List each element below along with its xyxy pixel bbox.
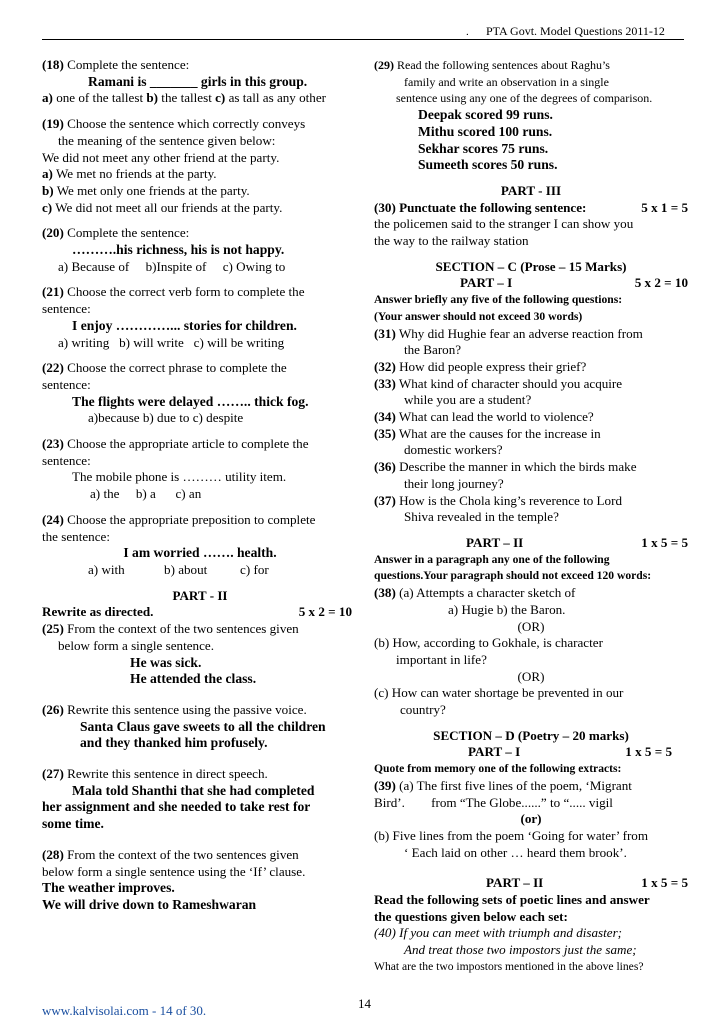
question-40 bbox=[374, 925, 688, 975]
header-dot: . bbox=[466, 26, 469, 38]
q-num: (32) bbox=[374, 358, 396, 374]
question-28 bbox=[42, 847, 358, 914]
q-line: the way to the railway station bbox=[374, 233, 529, 249]
question-34 bbox=[374, 409, 688, 426]
part-title: PART - II bbox=[172, 587, 228, 603]
q-text: (a) The first five lines of the poem, ‘Migrant bbox=[395, 777, 632, 793]
q-text: Rewrite this sentence in direct speech. bbox=[63, 766, 268, 782]
section-c-heading bbox=[374, 259, 688, 326]
question-32 bbox=[374, 359, 688, 376]
q-text: their long journey? bbox=[404, 475, 504, 491]
q-options bbox=[42, 335, 358, 352]
q-options bbox=[42, 90, 358, 107]
question-18 bbox=[42, 57, 358, 107]
section-title: SECTION – C (Prose – 15 Marks) bbox=[435, 258, 627, 274]
q-text: Describe the manner in which the birds make bbox=[395, 459, 637, 475]
q-text: Complete the sentence: bbox=[63, 225, 190, 241]
q-options bbox=[42, 562, 358, 579]
q-options: a)because b) due to c) despite bbox=[88, 410, 244, 426]
instruction: Read the following sets of poetic lines and answer bbox=[374, 892, 650, 908]
q-text: Choose the correct verb form to complete the bbox=[63, 284, 305, 300]
q-num: (39) bbox=[374, 777, 396, 793]
part-marks: 5 x 2 = 10 bbox=[634, 275, 688, 291]
part-title: PART – II bbox=[466, 534, 524, 550]
opt-text: as tall as any other bbox=[225, 90, 327, 106]
q-line: Santa Claus gave sweets to all the children bbox=[80, 718, 326, 734]
opt-label: b) bbox=[42, 182, 54, 198]
left-column bbox=[42, 57, 358, 914]
question-35 bbox=[374, 426, 688, 459]
opt-text: c) will be writing bbox=[193, 334, 285, 350]
opt-text: a) with bbox=[88, 561, 125, 577]
q-text: sentence: bbox=[42, 301, 91, 317]
q-line: If you can meet with triumph and disaster; bbox=[395, 925, 623, 941]
q-line: He was sick. bbox=[130, 654, 202, 670]
q-text: How did people express their grief? bbox=[395, 358, 587, 374]
part-marks: 1 x 5 = 5 bbox=[641, 875, 688, 891]
or-label: (OR) bbox=[517, 668, 545, 684]
part-marks: 1 x 5 = 5 bbox=[625, 744, 672, 760]
q-line: And treat those two impostors just the same; bbox=[404, 942, 637, 958]
opt-text: We met only one friends at the party. bbox=[53, 182, 250, 198]
q-text: (b) How, according to Gokhale, is character bbox=[374, 635, 603, 651]
q-text: What are the causes for the increase in bbox=[395, 425, 601, 441]
q-line: Mala told Shanthi that she had completed bbox=[72, 782, 315, 798]
q-text: below form a single sentence. bbox=[58, 637, 214, 653]
q-num: (21) bbox=[42, 284, 64, 300]
opt-label: b) bbox=[146, 90, 159, 106]
question-21 bbox=[42, 284, 358, 351]
question-36 bbox=[374, 459, 688, 492]
q-num: (28) bbox=[42, 846, 64, 862]
question-38 bbox=[374, 585, 688, 719]
instruction: Answer in a paragraph any one of the following bbox=[374, 552, 610, 566]
right-column bbox=[374, 57, 688, 976]
q-num: (33) bbox=[374, 375, 396, 391]
q-num: (23) bbox=[42, 436, 64, 452]
question-31 bbox=[374, 326, 688, 359]
opt-text: a) the bbox=[90, 486, 120, 502]
q-line: ……….his richness, his is not happy. bbox=[72, 242, 285, 258]
section-title: SECTION – D (Poetry – 20 marks) bbox=[433, 727, 629, 743]
part-2-c-heading bbox=[374, 535, 688, 585]
part-marks: 5 x 2 = 10 bbox=[298, 604, 352, 620]
opt-text: We did not meet all our friends at the party. bbox=[52, 199, 283, 215]
instruction: questions.Your paragraph should not exceed 120 words: bbox=[374, 569, 652, 583]
opt-text: c) an bbox=[175, 486, 202, 502]
opt-text: a) Because of bbox=[58, 258, 130, 274]
question-26 bbox=[42, 702, 358, 752]
q-text: Choose the appropriate preposition to complete bbox=[63, 511, 316, 527]
q-text: From the context of the two sentences given bbox=[63, 846, 299, 862]
q-text: (c) How can water shortage be prevented in our bbox=[374, 685, 624, 701]
opt-label: a) bbox=[42, 166, 53, 182]
q-line: We will drive down to Rameshwaran bbox=[42, 896, 257, 912]
q-line: Ramani is _______ girls in this group. bbox=[88, 73, 308, 89]
q-num: (20) bbox=[42, 225, 64, 241]
question-30 bbox=[374, 200, 688, 250]
q-text: What kind of character should you acquire bbox=[395, 375, 623, 391]
opt-text: c) Owing to bbox=[222, 258, 286, 274]
q-num: (27) bbox=[42, 766, 64, 782]
opt-text: a) writing bbox=[58, 334, 110, 350]
q-line: Sekhar scores 75 runs. bbox=[418, 140, 549, 156]
q-text: (b) Five lines from the poem ‘Going for water’ from bbox=[374, 827, 649, 843]
opt-label: c) bbox=[42, 199, 53, 215]
q-num: (30) bbox=[374, 199, 396, 215]
question-23 bbox=[42, 436, 358, 503]
opt-text: c) for bbox=[240, 561, 269, 577]
q-text: From the context of the two sentences given bbox=[63, 621, 299, 637]
q-line: the policemen said to the stranger I can show you bbox=[374, 216, 634, 232]
opt-text: b)Inspite of bbox=[145, 258, 207, 274]
q-text: Choose the correct phrase to complete the bbox=[63, 360, 287, 376]
q-text: Punctuate the following sentence: bbox=[395, 199, 587, 215]
q-num: (24) bbox=[42, 511, 64, 527]
part-title: PART – I bbox=[460, 275, 513, 291]
q-line: her assignment and she needed to take rest for bbox=[42, 799, 311, 815]
question-22 bbox=[42, 360, 358, 427]
part-label: Rewrite as directed. bbox=[42, 604, 154, 620]
q-text: Shiva revealed in the temple? bbox=[404, 509, 559, 525]
q-text: ‘ Each laid on other … heard them brook’. bbox=[404, 844, 627, 860]
opt-text: the tallest bbox=[158, 90, 216, 106]
question-25 bbox=[42, 621, 358, 688]
q-text: while you are a student? bbox=[404, 392, 532, 408]
opt-text: We met no friends at the party. bbox=[52, 166, 217, 182]
instruction: Quote from memory one of the following extracts: bbox=[374, 762, 622, 776]
q-text: from “The Globe......” to “..... vigil bbox=[431, 794, 613, 810]
q-text: Choose the sentence which correctly conveys bbox=[63, 116, 306, 132]
q-line: He attended the class. bbox=[130, 671, 257, 687]
q-options bbox=[42, 486, 358, 503]
header-title: PTA Govt. Model Questions 2011-12 bbox=[486, 24, 665, 38]
q-line: The flights were delayed …….. thick fog. bbox=[72, 393, 309, 409]
question-24 bbox=[42, 512, 358, 579]
q-line: The mobile phone is ……… utility item. bbox=[72, 469, 287, 485]
opt-text: one of the tallest bbox=[52, 90, 147, 106]
q-line: I am worried ……. health. bbox=[123, 545, 277, 561]
opt-label: c) bbox=[215, 90, 226, 106]
part-marks: 5 x 1 = 5 bbox=[641, 199, 688, 215]
q-num: (29) bbox=[374, 58, 394, 72]
q-num: (37) bbox=[374, 492, 396, 508]
q-num: (25) bbox=[42, 621, 64, 637]
q-text: What can lead the world to violence? bbox=[395, 409, 594, 425]
page-number: 14 bbox=[358, 996, 371, 1011]
q-options bbox=[42, 259, 358, 276]
question-29 bbox=[374, 57, 688, 107]
q-num: (19) bbox=[42, 116, 64, 132]
q-text: Read the following sentences about Raghu’s bbox=[394, 58, 610, 72]
q-num: (18) bbox=[42, 57, 64, 72]
part-marks: 1 x 5 = 5 bbox=[641, 534, 688, 550]
q-text: important in life? bbox=[396, 651, 487, 667]
question-37 bbox=[374, 493, 688, 526]
q-num: (36) bbox=[374, 459, 396, 475]
q-line: I enjoy …………... stories for children. bbox=[72, 317, 297, 333]
q-num: (34) bbox=[374, 409, 396, 425]
q-text: (a) Attempts a character sketch of bbox=[395, 585, 576, 601]
part-2-d-heading bbox=[374, 875, 688, 925]
instruction: Answer briefly any five of the following questions: bbox=[374, 293, 623, 307]
opt-text: b) about bbox=[164, 561, 208, 577]
q-line: Mithu scored 100 runs. bbox=[418, 123, 553, 139]
question-20 bbox=[42, 225, 358, 275]
q-text: How is the Chola king’s reverence to Lord bbox=[395, 492, 623, 508]
q-line: We did not meet any other friend at the party. bbox=[42, 149, 280, 165]
q-text: the Baron? bbox=[404, 342, 462, 358]
question-39 bbox=[374, 778, 688, 862]
q-num: (22) bbox=[42, 360, 64, 376]
q-text: family and write an observation in a single bbox=[404, 74, 609, 89]
q-text: country? bbox=[400, 702, 446, 718]
footer-link[interactable]: www.kalvisolai.com - 14 of 30. bbox=[42, 1003, 207, 1018]
q-text: sentence: bbox=[42, 376, 91, 392]
part-2-heading bbox=[42, 588, 358, 621]
q-num: (26) bbox=[42, 701, 64, 717]
opt-text: b) will write bbox=[119, 334, 184, 350]
q29-lines bbox=[374, 107, 688, 174]
part-title: PART - III bbox=[500, 182, 562, 198]
instruction: (Your answer should not exceed 30 words) bbox=[374, 309, 583, 323]
or-label: (or) bbox=[520, 811, 542, 827]
instruction: the questions given below each set: bbox=[374, 908, 568, 924]
q-text: Why did Hughie fear an adverse reaction from bbox=[395, 325, 643, 341]
part-title: PART – I bbox=[468, 744, 521, 760]
q-text: Complete the sentence: bbox=[63, 57, 190, 72]
question-33 bbox=[374, 376, 688, 409]
q-line: Sumeeth scores 50 runs. bbox=[418, 157, 558, 173]
q-text: Choose the appropriate article to complete the bbox=[63, 436, 309, 452]
q-text: sentence using any one of the degrees of comparison. bbox=[396, 91, 653, 106]
q-num: (31) bbox=[374, 325, 396, 341]
q-text: domestic workers? bbox=[404, 442, 503, 458]
q-text: What are the two impostors mentioned in the above lines? bbox=[374, 959, 644, 973]
part-title: PART – II bbox=[486, 875, 544, 891]
opt-text: b) a bbox=[135, 486, 156, 502]
q-text: a) Hugie b) the Baron. bbox=[448, 601, 566, 617]
q-num: (35) bbox=[374, 425, 396, 441]
header-rule bbox=[42, 39, 684, 40]
q-text: Bird’. bbox=[374, 794, 405, 810]
q-text: the sentence: bbox=[42, 528, 110, 544]
q-text: sentence: bbox=[42, 452, 91, 468]
q-num: (38) bbox=[374, 585, 396, 601]
q-line: Deepak scored 99 runs. bbox=[418, 107, 553, 123]
question-19 bbox=[42, 116, 358, 216]
question-27 bbox=[42, 766, 358, 833]
q-text: Rewrite this sentence using the passive voice. bbox=[63, 701, 307, 717]
q-text: the meaning of the sentence given below: bbox=[58, 132, 276, 148]
q-line: and they thanked him profusely. bbox=[80, 735, 268, 751]
q-num: (40) bbox=[374, 925, 396, 941]
or-label: (OR) bbox=[517, 618, 545, 634]
q-line: The weather improves. bbox=[42, 880, 175, 896]
section-d-heading bbox=[374, 728, 688, 778]
q-text: below form a single sentence using the ‘If’ clause. bbox=[42, 863, 306, 879]
opt-label: a) bbox=[42, 90, 53, 106]
q-line: some time. bbox=[42, 816, 104, 832]
